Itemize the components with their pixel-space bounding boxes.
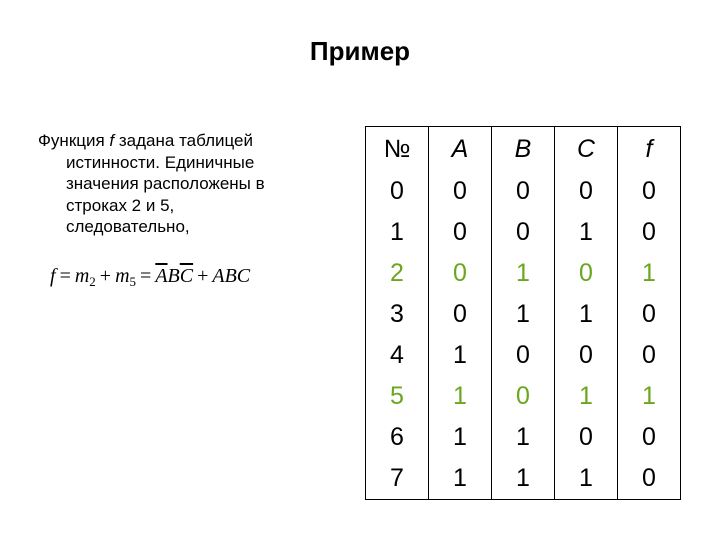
table-cell: 1 [429, 458, 492, 500]
table-cell: 5 [366, 376, 429, 417]
slide-title: Пример [309, 36, 411, 66]
table-cell: 1 [555, 458, 618, 500]
table-row [366, 253, 681, 294]
header-c: C [555, 127, 618, 172]
para-line-5: следовательно, [66, 217, 190, 236]
table-cell: 1 [555, 376, 618, 417]
table-cell: 1 [492, 417, 555, 458]
header-number: № [366, 127, 429, 172]
table-cell: 1 [429, 335, 492, 376]
table-cell: 3 [366, 294, 429, 335]
table-cell: 1 [429, 376, 492, 417]
table-cell: 0 [492, 212, 555, 253]
table-cell: 0 [618, 335, 681, 376]
header-b: B [492, 127, 555, 172]
table-row [366, 294, 681, 335]
table-cell: 1 [618, 376, 681, 417]
c-negated: $\overline{C}$ [179, 265, 194, 287]
table-cell: 0 [492, 171, 555, 212]
table-cell: 0 [555, 171, 618, 212]
formula: $f = m_2 + m_5 = \overline{A}B\overline{C}$ + ABC [50, 265, 251, 289]
table-cell: 0 [555, 417, 618, 458]
table-row [366, 212, 681, 253]
para-line-2: истинности. Единичные [66, 152, 255, 172]
table-cell: 1 [555, 212, 618, 253]
table-cell: 0 [429, 294, 492, 335]
table-cell: 1 [492, 253, 555, 294]
table-cell: 0 [618, 171, 681, 212]
para-line-1: Функция f задана таблицей [38, 131, 254, 150]
table-row [366, 171, 681, 212]
table-cell: 0 [492, 335, 555, 376]
a-negated: $\overline{A}$ [155, 265, 168, 287]
table-cell: 0 [618, 294, 681, 335]
table-row [366, 458, 681, 500]
table-cell: 0 [492, 376, 555, 417]
table-cell: 0 [618, 417, 681, 458]
description-paragraph [38, 130, 328, 238]
table-cell: 1 [429, 417, 492, 458]
header-f: f [618, 127, 681, 172]
table-cell: 7 [366, 458, 429, 500]
table-cell: 0 [366, 171, 429, 212]
table-cell: 1 [618, 253, 681, 294]
table-row [366, 417, 681, 458]
para-line-4: строках 2 и 5, [66, 195, 175, 215]
para-line-3: значения расположены в [66, 174, 265, 193]
table-cell: 0 [618, 458, 681, 500]
table-row [366, 376, 681, 417]
table-cell: 0 [555, 335, 618, 376]
table-cell: 1 [492, 458, 555, 500]
table-row [366, 335, 681, 376]
table-cell: 6 [366, 417, 429, 458]
table-cell: 1 [555, 294, 618, 335]
table-cell: 4 [366, 335, 429, 376]
table-cell: 2 [366, 253, 429, 294]
header-a: A [429, 127, 492, 172]
table-cell: 1 [366, 212, 429, 253]
table-cell: 0 [555, 253, 618, 294]
table-cell: 0 [429, 253, 492, 294]
table-cell: 1 [492, 294, 555, 335]
truth-table [365, 126, 681, 500]
table-cell: 0 [429, 212, 492, 253]
truth-table-header [366, 127, 681, 172]
table-cell: 0 [618, 212, 681, 253]
table-cell: 0 [429, 171, 492, 212]
